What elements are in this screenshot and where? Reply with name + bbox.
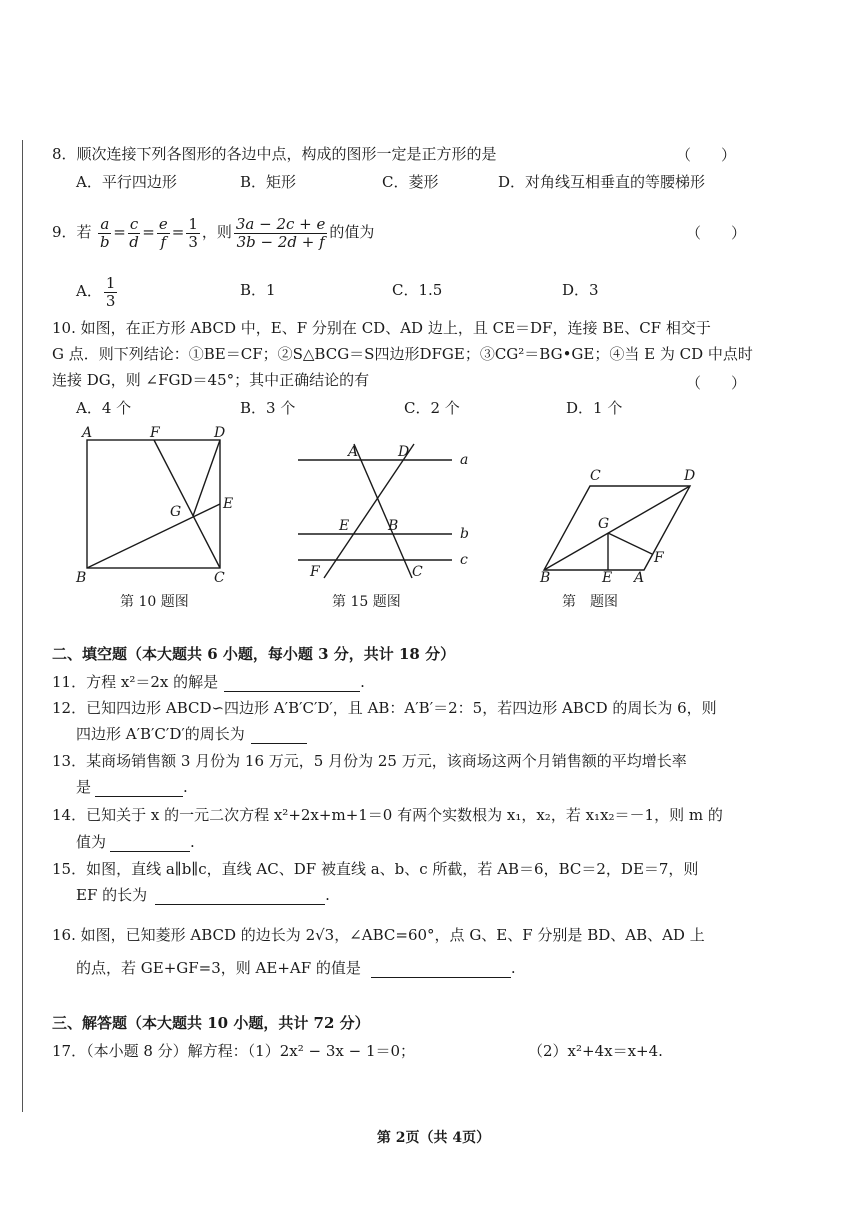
q9-tail: 的值为	[329, 223, 375, 241]
fig15-parallel-lines-diagram	[292, 440, 482, 584]
q9-mid: ，则	[201, 223, 232, 241]
q9-fraction-a-b: $\frac{a}{b}$	[100, 214, 110, 251]
q14-line-1: 14．已知关于 x 的一元二次方程 x²+2x+m+1＝0 有两个实数根为 x₁，x₂，若 x₁x₂＝－1，则 m 的	[52, 806, 723, 824]
fig16-label-a: A	[634, 570, 645, 584]
q8-answer-paren: （ ）	[676, 146, 737, 164]
fig16-segment-gf	[608, 533, 652, 554]
fig16-diagonal-bd	[544, 486, 690, 570]
q8-option-a: A．平行四边形	[76, 173, 177, 191]
fig15-label-a: A	[348, 444, 359, 460]
fig16-rhombus-diagram	[534, 466, 704, 584]
q9-stem: 9．若 $\frac{a}{b}$ = $\frac{c}{d}$ = $\frac{e}{f}$ = $\frac{1}{3}$ ，则 $\frac{3a - 2c + e}{3b - 2d + f}$ 的值为	[52, 214, 375, 251]
q13-answer-blank[interactable]	[95, 780, 183, 797]
q17-part-2: （2）x²+4x＝x+4.	[528, 1042, 663, 1060]
fig10-label-e: E	[223, 496, 234, 512]
fig10-segment-cf	[154, 440, 220, 568]
fig10-segment-be	[87, 504, 220, 568]
fig10-label-b: B	[76, 570, 87, 586]
q9-option-c: C．1.5	[392, 281, 443, 299]
q13-line-2: 是 .	[76, 778, 188, 796]
fig10-label-a: A	[82, 425, 93, 441]
q9-answer-paren: （ ）	[686, 224, 747, 242]
q16-line-1: 16. 如图，已知菱形 ABCD 的边长为 2√3，∠ABC=60°，点 G、E、F 分别是 BD、AB、AD 上	[52, 926, 705, 944]
q15-answer-blank[interactable]	[155, 888, 325, 905]
q10-answer-paren: （ ）	[686, 374, 747, 392]
q16-line-2: 的点，若 GE+GF=3，则 AE+AF 的值是 .	[76, 959, 516, 977]
q13-line-1: 13．某商场销售额 3 月份为 16 万元，5 月份为 25 万元，该商场这两个月销售额的平均增长率	[52, 752, 687, 770]
fig10-square-abcd	[87, 440, 220, 568]
fig15-caption: 第 15 题图	[332, 594, 401, 610]
q9-fraction-e-f: $\frac{e}{f}$	[158, 214, 168, 251]
q10-option-a: A．4 个	[76, 399, 132, 417]
fig16-caption: 第 题图	[562, 594, 618, 610]
q17-part-1: 17．（本小题 8 分）解方程：（1）2x² − 3x − 1＝0；	[52, 1042, 416, 1060]
fig10-caption: 第 10 题图	[120, 594, 189, 610]
fig16-label-g: G	[598, 516, 610, 532]
q9-lead: 9．若	[52, 223, 92, 241]
section-2-heading: 二、填空题（本大题共 6 小题，每小题 3 分，共计 18 分）	[52, 645, 456, 663]
fig10-label-d: D	[214, 425, 226, 441]
fig15-label-c: C	[412, 564, 423, 580]
q9-fraction-expression: $\frac{3a - 2c + e}{3b - 2d + f}$	[235, 214, 326, 251]
fig15-line-ac	[354, 444, 412, 578]
q10-option-d: D．1 个	[566, 399, 623, 417]
q11-answer-blank[interactable]	[224, 675, 360, 692]
q10-option-c: C．2 个	[404, 399, 460, 417]
fig10-label-f: F	[150, 425, 160, 441]
fig15-label-line-a: a	[460, 452, 469, 468]
q14-answer-blank[interactable]	[110, 835, 190, 852]
q10-line-3: 连接 DG，则 ∠FGD＝45°；其中正确结论的有	[52, 371, 370, 389]
q9-option-d: D．3	[562, 281, 599, 299]
fig15-label-f: F	[310, 564, 320, 580]
q12-answer-blank[interactable]	[251, 727, 307, 744]
q12-line-2: 四边形 A′B′C′D′的周长为	[76, 724, 307, 744]
q16-answer-blank[interactable]	[371, 961, 511, 978]
fig16-label-e: E	[602, 570, 613, 584]
fig15-label-d: D	[398, 444, 410, 460]
fig16-label-f: F	[654, 550, 664, 566]
q9-fraction-one-third: $\frac{1}{3}$	[188, 214, 198, 251]
fig15-label-line-c: c	[460, 552, 468, 568]
q9-fraction-c-d: $\frac{c}{d}$	[129, 214, 139, 251]
fig16-label-c: C	[590, 468, 601, 484]
fig16-label-b: B	[540, 570, 551, 584]
q14-line-2: 值为 .	[76, 833, 195, 851]
q15-line-2: EF 的长为 .	[76, 886, 330, 904]
fig15-label-line-b: b	[460, 526, 469, 542]
fig10-label-c: C	[214, 570, 225, 586]
q8-option-c: C．菱形	[382, 173, 439, 191]
fig15-line-df	[324, 444, 414, 578]
binding-margin-line	[22, 140, 23, 1112]
fig15-label-e: E	[339, 518, 350, 534]
q10-line-2: G 点．则下列结论：①BE＝CF；②S△BCG＝S四边形DFGE；③CG²＝BG•GE；④当 E 为 CD 中点时	[52, 345, 753, 363]
q12-line-1: 12．已知四边形 ABCD∽四边形 A′B′C′D′，且 AB：A′B′＝2：5，若四边形 ABCD 的周长为 6，则	[52, 699, 717, 717]
q11: 11．方程 x²＝2x 的解是 .	[52, 673, 365, 691]
fig10-square-diagram	[70, 424, 240, 588]
fig15-label-b: B	[388, 518, 399, 534]
fig10-label-g: G	[170, 504, 182, 520]
q8-option-b: B．矩形	[240, 173, 297, 191]
page-footer: 第 2页（共 4页）	[376, 1130, 491, 1146]
q10-option-b: B．3 个	[240, 399, 296, 417]
q10-line-1: 10. 如图，在正方形 ABCD 中，E、F 分别在 CD、AD 边上，且 CE＝DF，连接 BE、CF 相交于	[52, 319, 711, 337]
q15-line-1: 15．如图，直线 a∥b∥c，直线 AC、DF 被直线 a、b、c 所截，若 AB＝6，BC＝2，DE＝7，则	[52, 860, 699, 878]
fig10-segment-dg	[193, 440, 220, 516]
q9-option-b: B．1	[240, 281, 276, 299]
fig16-label-d: D	[684, 468, 696, 484]
q9-option-a: A． $\frac{1}{3}$	[76, 273, 116, 310]
q8-stem: 8．顺次连接下列各图形的各边中点，构成的图形一定是正方形的是	[52, 145, 497, 163]
q8-option-d: D．对角线互相垂直的等腰梯形	[498, 173, 706, 191]
section-3-heading: 三、解答题（本大题共 10 小题，共计 72 分）	[52, 1014, 370, 1032]
